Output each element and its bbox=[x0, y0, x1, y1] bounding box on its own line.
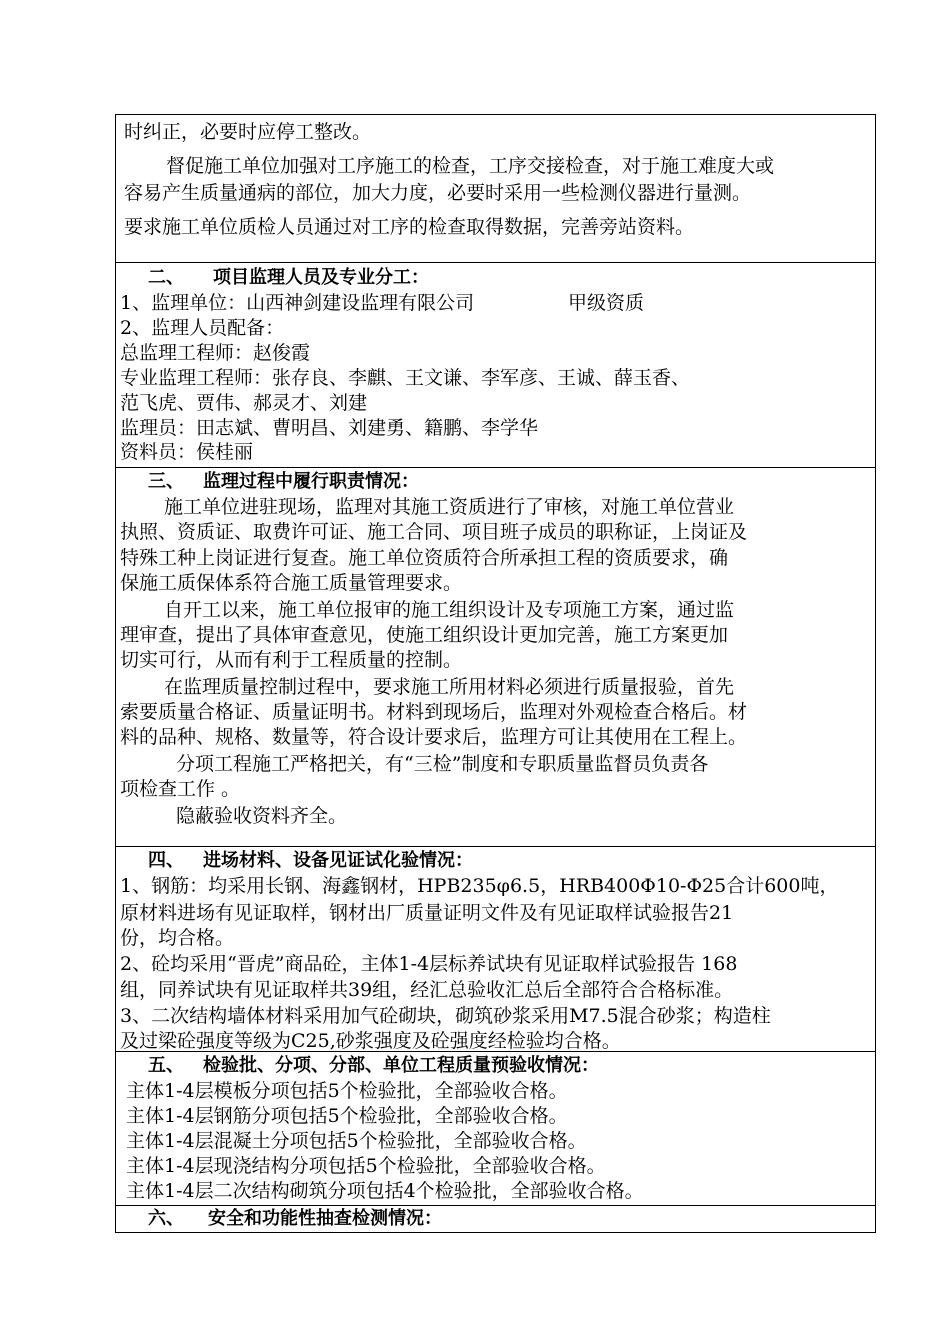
text-line: 自开工以来，施工单位报审的施工组织设计及专项施工方案，通过监 bbox=[164, 599, 735, 621]
text-line: 主体1-4层现浇结构分项包括5个检验批，全部验收合格。 bbox=[126, 1155, 606, 1177]
text-line: 在监理质量控制过程中，要求施工所用材料必须进行质量报验，首先 bbox=[164, 676, 735, 698]
supervision-staff-section bbox=[115, 263, 876, 468]
specialist-engineers-cont: 范飞虎、贾伟、郝灵才、刘建 bbox=[120, 392, 368, 414]
supervisors: 监理员：田志斌、曹明昌、刘建勇、籍鹏、李学华 bbox=[120, 417, 539, 439]
material-testing-section bbox=[115, 847, 876, 1052]
text-line: 督促施工单位加强对工序施工的检查，工序交接检查，对于施工难度大或 bbox=[166, 155, 775, 177]
text-line: 隐蔽验收资料齐全。 bbox=[176, 805, 348, 827]
text-line: 主体1-4层钢筋分项包括5个检验批，全部验收合格。 bbox=[126, 1105, 568, 1127]
section-heading: 进场材料、设备见证试化验情况： bbox=[203, 850, 473, 871]
duty-performance-section bbox=[115, 468, 876, 847]
section-heading: 项目监理人员及专业分工： bbox=[213, 267, 429, 288]
text-line: 时纠正，必要时应停工整改。 bbox=[124, 121, 372, 143]
archivist: 资料员：侯桂丽 bbox=[120, 441, 254, 463]
section-number: 三、 bbox=[148, 471, 184, 492]
text-line: 组，同养试块有见证取样共39组，经汇总验收汇总后全部符合合格标准。 bbox=[120, 979, 734, 1001]
text-line: 2、砼均采用“晋虎”商品砼，主体1-4层标养试块有见证取样试验报告 168 bbox=[120, 953, 738, 975]
text-line: 1、钢筋：均采用长钢、海鑫钢材，HPB235φ6.5，HRB400Φ10-Φ25合计600吨， bbox=[120, 875, 839, 897]
text-line: 施工单位进驻现场，监理对其施工资质进行了审核，对施工单位营业 bbox=[164, 496, 735, 518]
text-line: 切实可行，从而有利于工程质量的控制。 bbox=[120, 649, 463, 671]
text-line: 2、监理人员配备： bbox=[120, 317, 285, 339]
text-line: 主体1-4层模板分项包括5个检验批，全部验收合格。 bbox=[126, 1080, 568, 1102]
supervision-unit: 1、监理单位：山西神剑建设监理有限公司 bbox=[120, 292, 475, 314]
specialist-engineers: 专业监理工程师：张存良、李麒、王文谦、李军彦、王诚、薛玉香、 bbox=[120, 367, 691, 389]
continuation-section bbox=[115, 114, 876, 263]
text-line: 主体1-4层混凝土分项包括5个检验批，全部验收合格。 bbox=[126, 1130, 587, 1152]
section-number: 二、 bbox=[148, 267, 184, 288]
qualification-grade: 甲级资质 bbox=[568, 292, 645, 314]
safety-function-section bbox=[115, 1206, 876, 1233]
text-line: 项检查工作 。 bbox=[120, 778, 241, 800]
pre-acceptance-section bbox=[115, 1052, 876, 1206]
text-line: 份，均合格。 bbox=[120, 927, 235, 949]
text-line: 执照、资质证、取费许可证、施工合同、项目班子成员的职称证，上岗证及 bbox=[120, 521, 748, 543]
section-heading: 检验批、分项、分部、单位工程质量预验收情况： bbox=[203, 1055, 599, 1076]
text-line: 保施工质保体系符合施工质量管理要求。 bbox=[120, 572, 463, 594]
section-number: 五、 bbox=[148, 1055, 184, 1076]
text-line: 3、二次结构墙体材料采用加气砼砌块，砌筑砂浆采用M7.5混合砂浆；构造柱 bbox=[120, 1005, 771, 1027]
text-line: 主体1-4层二次结构砌筑分项包括4个检验批，全部验收合格。 bbox=[126, 1180, 644, 1202]
report-table bbox=[115, 114, 876, 1233]
section-heading: 安全和功能性抽查检测情况： bbox=[208, 1208, 442, 1229]
section-heading: 监理过程中履行职责情况： bbox=[203, 471, 419, 492]
chief-engineer: 总监理工程师：赵俊霞 bbox=[120, 342, 311, 364]
section-number: 四、 bbox=[148, 850, 184, 871]
text-line: 及过梁砼强度等级为C25,砂浆强度及砼强度经检验均合格。 bbox=[120, 1030, 621, 1052]
text-line: 料的品种、规格、数量等，符合设计要求后，监理方可让其使用在工程上。 bbox=[120, 726, 748, 748]
text-line: 要求施工单位质检人员通过对工序的检查取得数据，完善旁站资料。 bbox=[124, 216, 695, 238]
text-line: 分项工程施工严格把关，有“三检”制度和专职质量监督员负责各 bbox=[176, 753, 709, 775]
section-number: 六、 bbox=[148, 1208, 184, 1229]
text-line: 索要质量合格证、质量证明书。材料到现场后，监理对外观检查合格后。材 bbox=[120, 701, 748, 723]
text-line: 特殊工种上岗证进行复查。施工单位资质符合所承担工程的资质要求，确 bbox=[120, 547, 729, 569]
text-line: 原材料进场有见证取样，钢材出厂质量证明文件及有见证取样试验报告21 bbox=[120, 902, 734, 924]
text-line: 容易产生质量通病的部位，加大力度，必要时采用一些检测仪器进行量测。 bbox=[124, 182, 752, 204]
text-line: 理审查，提出了具体审查意见，使施工组织设计更加完善，施工方案更加 bbox=[120, 624, 729, 646]
